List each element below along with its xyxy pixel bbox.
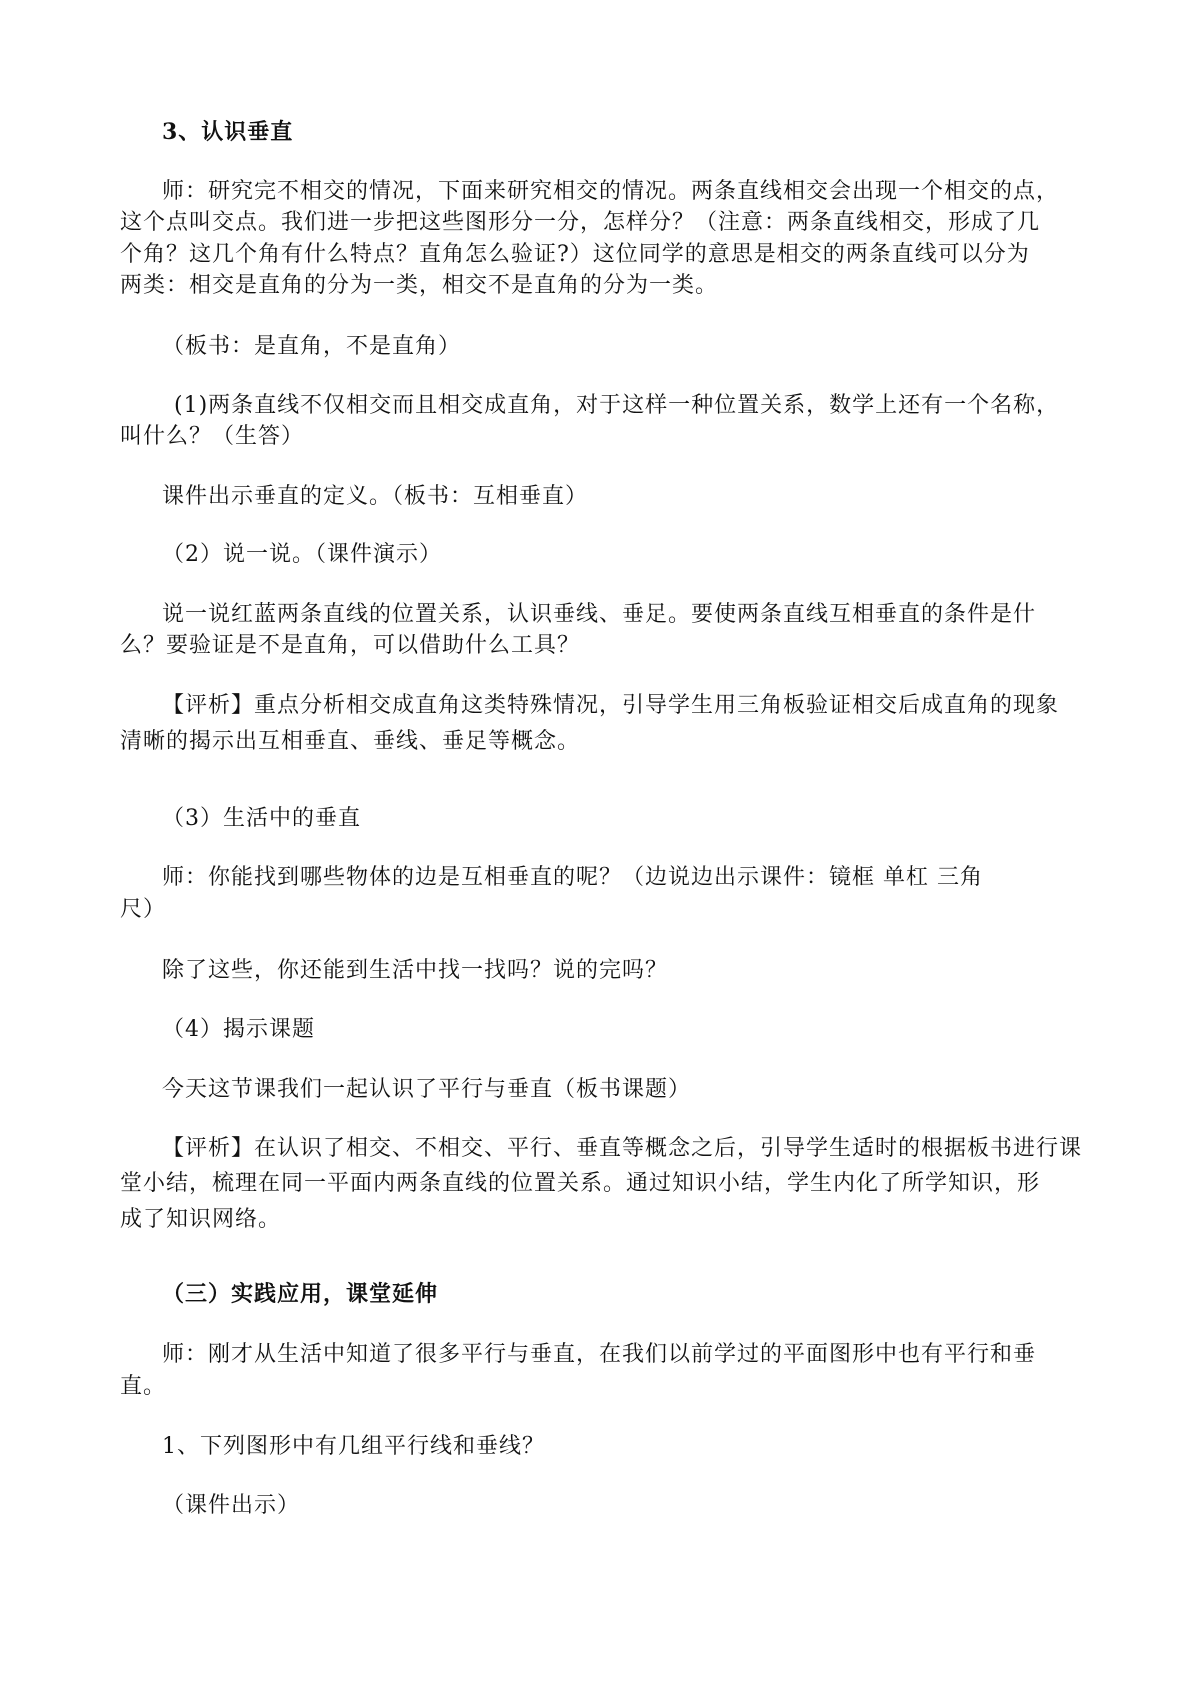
commentary-line: 【评析】重点分析相交成直角这类特殊情况，引导学生用三角板验证相交后成直角的现象 <box>162 693 1060 718</box>
paragraph-line: 师：研究完不相交的情况，下面来研究相交的情况。两条直线相交会出现一个相交的点， <box>162 179 1060 204</box>
exercise-line: 1、下列图形中有几组平行线和垂线？ <box>162 1434 545 1459</box>
paragraph-line: 个角？这几个角有什么特点？直角怎么验证?）这位同学的意思是相交的两条直线可以分为 <box>120 242 1030 267</box>
commentary-line: 成了知识网络。 <box>120 1207 282 1232</box>
board-note: （板书：是直角，不是直角） <box>162 334 462 359</box>
subsection-heading: （4）揭示课题 <box>162 1017 315 1042</box>
paragraph-line: 除了这些，你还能到生活中找一找吗？说的完吗？ <box>162 958 669 983</box>
subsection-heading: （2）说一说。（课件演示） <box>162 542 442 567</box>
paragraph-line: 叫什么？（生答） <box>120 424 305 449</box>
subsection-heading: （3）生活中的垂直 <box>162 806 361 831</box>
paragraph-line: 师：你能找到哪些物体的边是互相垂直的呢？（边说边出示课件：镜框 单杠 三角 <box>162 865 983 890</box>
commentary-line: 清晰的揭示出互相垂直、垂线、垂足等概念。 <box>120 729 581 754</box>
paragraph-line: 直。 <box>120 1374 167 1399</box>
paragraph-line: 么？要验证是不是直角，可以借助什么工具？ <box>120 633 581 658</box>
paragraph-line: 尺） <box>120 897 167 922</box>
paragraph-line: 这个点叫交点。我们进一步把这些图形分一分，怎样分？（注意：两条直线相交，形成了几 <box>120 210 1041 235</box>
section-heading-practice: （三）实践应用，课堂延伸 <box>162 1281 439 1307</box>
courseware-note: （课件出示） <box>162 1493 301 1518</box>
paragraph-line: 说一说红蓝两条直线的位置关系，认识垂线、垂足。要使两条直线互相垂直的条件是什 <box>162 602 1037 627</box>
paragraph-line: 今天这节课我们一起认识了平行与垂直（板书课题） <box>162 1077 692 1102</box>
section-heading-perpendicular: 3、认识垂直 <box>162 119 294 145</box>
commentary-line: 【评析】在认识了相交、不相交、平行、垂直等概念之后，引导学生适时的根据板书进行课 <box>162 1136 1083 1161</box>
paragraph-line: 课件出示垂直的定义。（板书：互相垂直） <box>162 484 589 509</box>
commentary-line: 堂小结，梳理在同一平面内两条直线的位置关系。通过知识小结，学生内化了所学知识，形 <box>120 1171 1041 1196</box>
paragraph-line: 两类：相交是直角的分为一类，相交不是直角的分为一类。 <box>120 273 719 298</box>
paragraph-line: (1)两条直线不仅相交而且相交成直角，对于这样一种位置关系，数学上还有一个名称， <box>174 393 1060 418</box>
paragraph-line: 师：刚才从生活中知道了很多平行与垂直，在我们以前学过的平面图形中也有平行和垂 <box>162 1342 1037 1367</box>
